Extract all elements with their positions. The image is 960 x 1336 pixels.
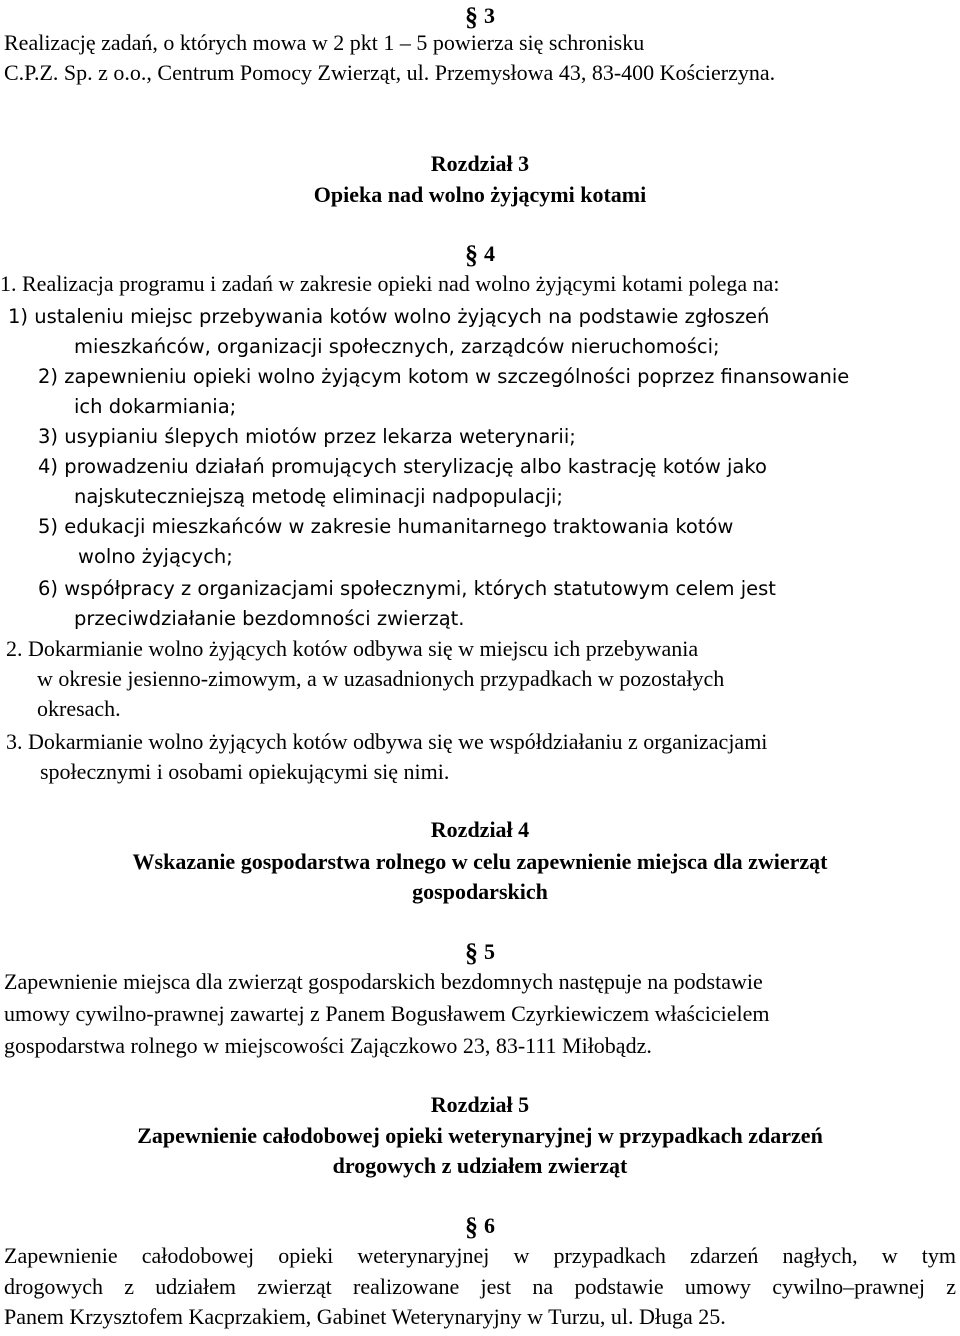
section-5-heading: § 5 (465, 938, 495, 967)
section-3-heading: § 3 (465, 2, 495, 31)
list-item-6: 6) współpracy z organizacjami społecznymi, których statutowym celem jest (38, 577, 776, 600)
section-6-line-1: Zapewnienie całodobowej opieki weterynaryjnej w przypadkach zdarzeń nagłych, w tym (4, 1243, 956, 1268)
section-5-line-1: Zapewnienie miejsca dla zwierząt gospodarskich bezdomnych następuje na podstawie (4, 969, 763, 994)
section-6-heading: § 6 (465, 1212, 495, 1241)
list-item-4-cont: najskuteczniejszą metodę eliminacji nadpopulacji; (74, 485, 563, 508)
chapter-3-title: Opieka nad wolno żyjącymi kotami (313, 182, 647, 207)
list-item-5: 5) edukacji mieszkańców w zakresie humanitarnego traktowania kotów (38, 515, 734, 538)
list-item-5-cont: wolno żyjących; (78, 545, 233, 568)
list-item-6-cont: przeciwdziałanie bezdomności zwierząt. (74, 607, 465, 630)
section-4-point-2: 2. Dokarmianie wolno żyjących kotów odbywa się w miejscu ich przebywania (6, 636, 699, 661)
section-6-line-2: drogowych z udziałem zwierząt realizowane jest na podstawie umowy cywilno–prawnej z (4, 1274, 956, 1299)
list-item-3: 3) usypianiu ślepych miotów przez lekarza weterynarii; (38, 425, 576, 448)
section-4-point-3-cont: społecznymi i osobami opiekującymi się nimi. (40, 759, 450, 784)
chapter-3-heading: Rozdział 3 (430, 151, 530, 176)
section-4-point-2-cont-1: w okresie jesienno-zimowym, a w uzasadnionych przypadkach w pozostałych (37, 666, 725, 691)
section-4-point-2-cont-2: okresach. (37, 696, 121, 721)
section-6-line-3: Panem Krzysztofem Kacprzakiem, Gabinet Weterynaryjny w Turzu, ul. Długa 25. (4, 1304, 726, 1329)
section-4-point-3: 3. Dokarmianie wolno żyjących kotów odbywa się we współdziałaniu z organizacjami (6, 729, 768, 754)
chapter-5-title-line-2: drogowych z udziałem zwierząt (332, 1153, 628, 1178)
chapter-5-heading: Rozdział 5 (430, 1092, 530, 1117)
section-5-line-2: umowy cywilno-prawnej zawartej z Panem Bogusławem Czyrkiewiczem właścicielem (4, 1001, 770, 1026)
chapter-5-title-line-1: Zapewnienie całodobowej opieki weterynaryjnej w przypadkach zdarzeń (137, 1123, 823, 1148)
section-5-line-3: gospodarstwa rolnego w miejscowości Zajączkowo 23, 83-111 Miłobądz. (4, 1033, 652, 1058)
chapter-4-title-line-2: gospodarskich (412, 879, 548, 904)
section-3-line-1: Realizację zadań, o których mowa w 2 pkt 1 – 5 powierza się schronisku (4, 30, 645, 55)
section-4-heading: § 4 (465, 240, 495, 269)
section-4-point-1-intro: 1. Realizacja programu i zadań w zakresie opieki nad wolno żyjącymi kotami polega na: (0, 271, 780, 296)
list-item-2-cont: ich dokarmiania; (74, 395, 237, 418)
chapter-4-heading: Rozdział 4 (430, 817, 530, 842)
list-item-1-cont: mieszkańców, organizacji społecznych, zarządców nieruchomości; (74, 335, 720, 358)
list-item-4: 4) prowadzeniu działań promujących sterylizację albo kastrację kotów jako (38, 455, 767, 478)
section-3-line-2: C.P.Z. Sp. z o.o., Centrum Pomocy Zwierząt, ul. Przemysłowa 43, 83-400 Kościerzyna. (4, 60, 776, 85)
chapter-4-title-line-1: Wskazanie gospodarstwa rolnego w celu zapewnienie miejsca dla zwierząt (132, 849, 828, 874)
list-item-2: 2) zapewnieniu opieki wolno żyjącym kotom w szczególności poprzez finansowanie (38, 365, 850, 388)
list-item-1: 1) ustaleniu miejsc przebywania kotów wolno żyjących na podstawie zgłoszeń (8, 305, 770, 328)
